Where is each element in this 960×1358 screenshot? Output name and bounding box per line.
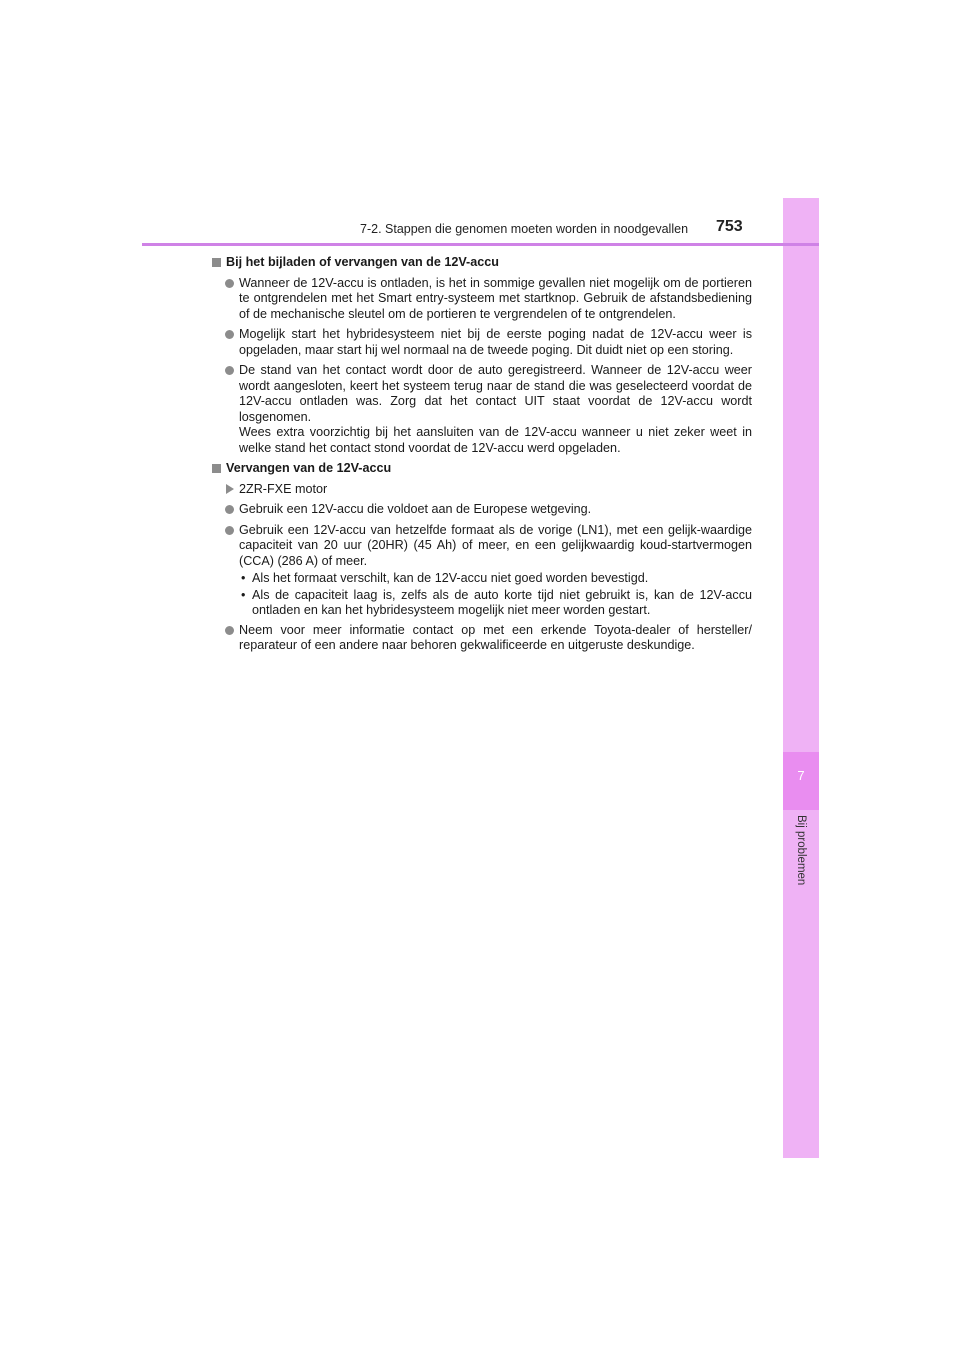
circle-bullet-icon — [225, 330, 234, 339]
list-item: Gebruik een 12V-accu die voldoet aan de Europese wetgeving. — [212, 502, 752, 518]
engine-label: 2ZR-FXE motor — [212, 482, 752, 498]
chapter-label-container — [783, 815, 819, 935]
dot-bullet-icon: • — [241, 587, 246, 602]
chapter-label: Bij problemen — [795, 815, 807, 886]
section-heading — [212, 255, 752, 271]
sub-bullet-item: • Als de capaciteit laag is, zelfs als de auto korte tijd niet gebruikt is, kan de 12V-accu ontladen en kan het hybridesysteem mogelijk niet meer worden gestart. — [241, 587, 752, 617]
circle-bullet-icon — [225, 526, 234, 535]
page-content — [212, 255, 752, 659]
page-number: 753 — [716, 218, 743, 235]
sub-bullet-item: • Als het formaat verschilt, kan de 12V-accu niet goed worden bevestigd. — [241, 571, 649, 585]
list-item: Gebruik een 12V-accu van hetzelfde formaat als de vorige (LN1), met een gelijk-waardige capaciteit van 20 uur (20HR) (45 Ah) of meer, en een gelijkwaardig koud-startvermogen (CCA) (286 A) of meer. — [212, 523, 752, 570]
section-heading — [212, 461, 752, 477]
list-item: Mogelijk start het hybridesysteem niet bij de eerste poging nadat de 12V-accu weer is opgeladen, maar start hij wel normaal na de tweede poging. Dit duidt niet op een storing. — [212, 327, 752, 358]
square-bullet-icon — [212, 464, 221, 473]
section-heading-text: Bij het bijladen of vervangen van de 12V-accu — [226, 255, 499, 269]
section-heading-text: Vervangen van de 12V-accu — [226, 461, 392, 475]
chapter-tab-bar — [783, 198, 819, 1158]
triangle-bullet-icon — [226, 484, 234, 494]
header-rule — [142, 243, 819, 246]
list-item: Wanneer de 12V-accu is ontladen, is het in sommige gevallen niet mogelijk om de portieren te ontgrendelen met het Smart entry-systeem met startknop. Gebruik de afstandsbediening of de mechanische sleutel om de portieren te vergrendelen of te ontgrendelen. — [212, 276, 752, 323]
chapter-number: 7 — [797, 768, 805, 783]
dot-bullet-icon: • — [241, 571, 246, 585]
list-item: De stand van het contact wordt door de auto geregistreerd. Wanneer de 12V-accu weer wordt aangesloten, keert het systeem terug naar de stand die was geselecteerd voordat de 12V-accu ontladen was. Zorg dat het contact UIT staat voordat de 12V-accu wordt losgenomen. Wees extra voorzichtig bij het aansluiten van de 12V-accu wanneer u niet zeker weet in welke stand het contact stond voordat de 12V-accu werd opgeladen. — [212, 363, 752, 456]
section-header: 7-2. Stappen die genomen moeten worden in noodgevallen — [360, 222, 689, 236]
circle-bullet-icon — [225, 626, 234, 635]
list-item: Neem voor meer informatie contact op met een erkende Toyota-dealer of hersteller/ reparateur of een andere naar behoren gekwalificeerde en uitgeruste deskundige. — [212, 623, 752, 654]
circle-bullet-icon — [225, 505, 234, 514]
square-bullet-icon — [212, 258, 221, 267]
circle-bullet-icon — [225, 366, 234, 375]
circle-bullet-icon — [225, 279, 234, 288]
